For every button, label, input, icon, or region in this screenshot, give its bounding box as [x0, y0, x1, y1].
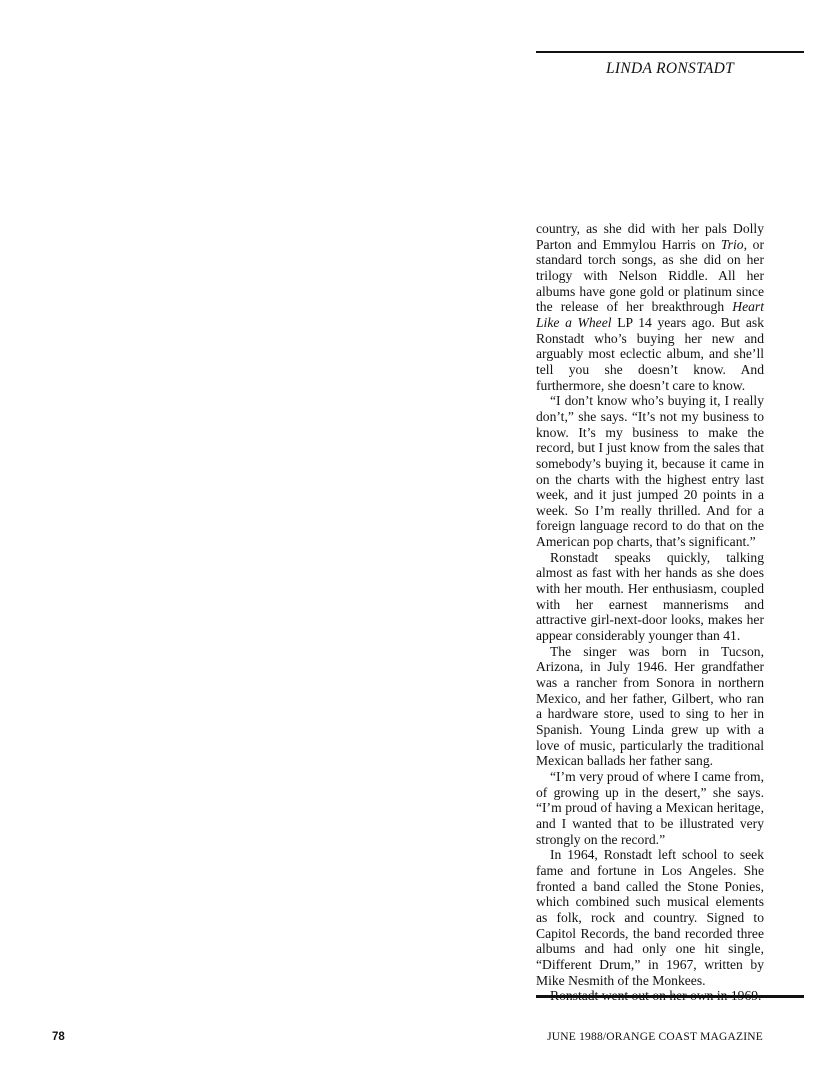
- text-run: country, as she did with her pals Dolly Parton and Emmylou Harris on: [536, 221, 764, 252]
- header-rule: [536, 51, 804, 53]
- italic-title: Heart Like a Wheel: [536, 299, 764, 330]
- article-paragraph: [536, 769, 764, 847]
- italic-title: Trio: [720, 236, 744, 252]
- article-column: [536, 221, 764, 1004]
- article-paragraph: [536, 550, 764, 644]
- text-run: “I don’t know who’s buying it, I really don’t,” she says. “It’s not my business to know. It’s my business to make the record, but I just know from the sales that somebody’s buying it, because it came in on the charts with the highest entry last week, and it just jumped 20 points in a week. So I’m really thrilled. And for a foreign language record to do that on the American pop charts, that’s significant.”: [536, 393, 764, 550]
- article-paragraph: [536, 393, 764, 550]
- text-run: “I’m very proud of where I came from, of growing up in the desert,” she says. “I’m proud of having a Mexican heritage, and I wanted that to be illustrated very strongly on the record.”: [536, 768, 764, 847]
- text-run: , or standard torch songs, as she did on her trilogy with Nelson Riddle. All her albums have gone gold or platinum since the release of her breakthrough: [536, 236, 764, 315]
- article-paragraph: [536, 847, 764, 988]
- text-run: LP 14 years ago. But ask Ronstadt who’s buying her new and arguably most eclectic album, and she’ll tell you she doesn’t know. And furthermore, she doesn’t care to know.: [536, 314, 765, 393]
- text-run: Ronstadt speaks quickly, talking almost as fast with her hands as she does with her mouth. Her enthusiasm, coupled with her earnest mannerisms and attractive girl-next-door looks, makes her appear considerably younger than 41.: [536, 549, 764, 644]
- text-run: In 1964, Ronstadt left school to seek fame and fortune in Los Angeles. She fronted a band called the Stone Ponies, which combined such musical elements as folk, rock and country. Signed to Capitol Records, the band recorded three albums and had only one hit single, “Different Drum,” in 1967, written by Mike Nesmith of the Monkees.: [536, 847, 764, 988]
- text-run: The singer was born in Tucson, Arizona, in July 1946. Her grandfather was a rancher from Sonora in northern Mexico, and her father, Gilbert, who ran a hardware store, used to sing to her in Spanish. Young Linda grew up with a love of music, particularly the traditional Mexican ballads her father sang.: [536, 643, 764, 769]
- running-header: LINDA RONSTADT: [605, 60, 735, 77]
- photo-area: [43, 46, 523, 1002]
- article-paragraph: [536, 221, 764, 393]
- page-number: 78: [52, 1031, 65, 1043]
- footer-rule: [536, 995, 804, 998]
- text-run: Ronstadt went out on her own in 1969.: [550, 988, 762, 1004]
- publication-line: JUNE 1988/ORANGE COAST MAGAZINE: [547, 1031, 763, 1043]
- article-paragraph: [536, 644, 764, 769]
